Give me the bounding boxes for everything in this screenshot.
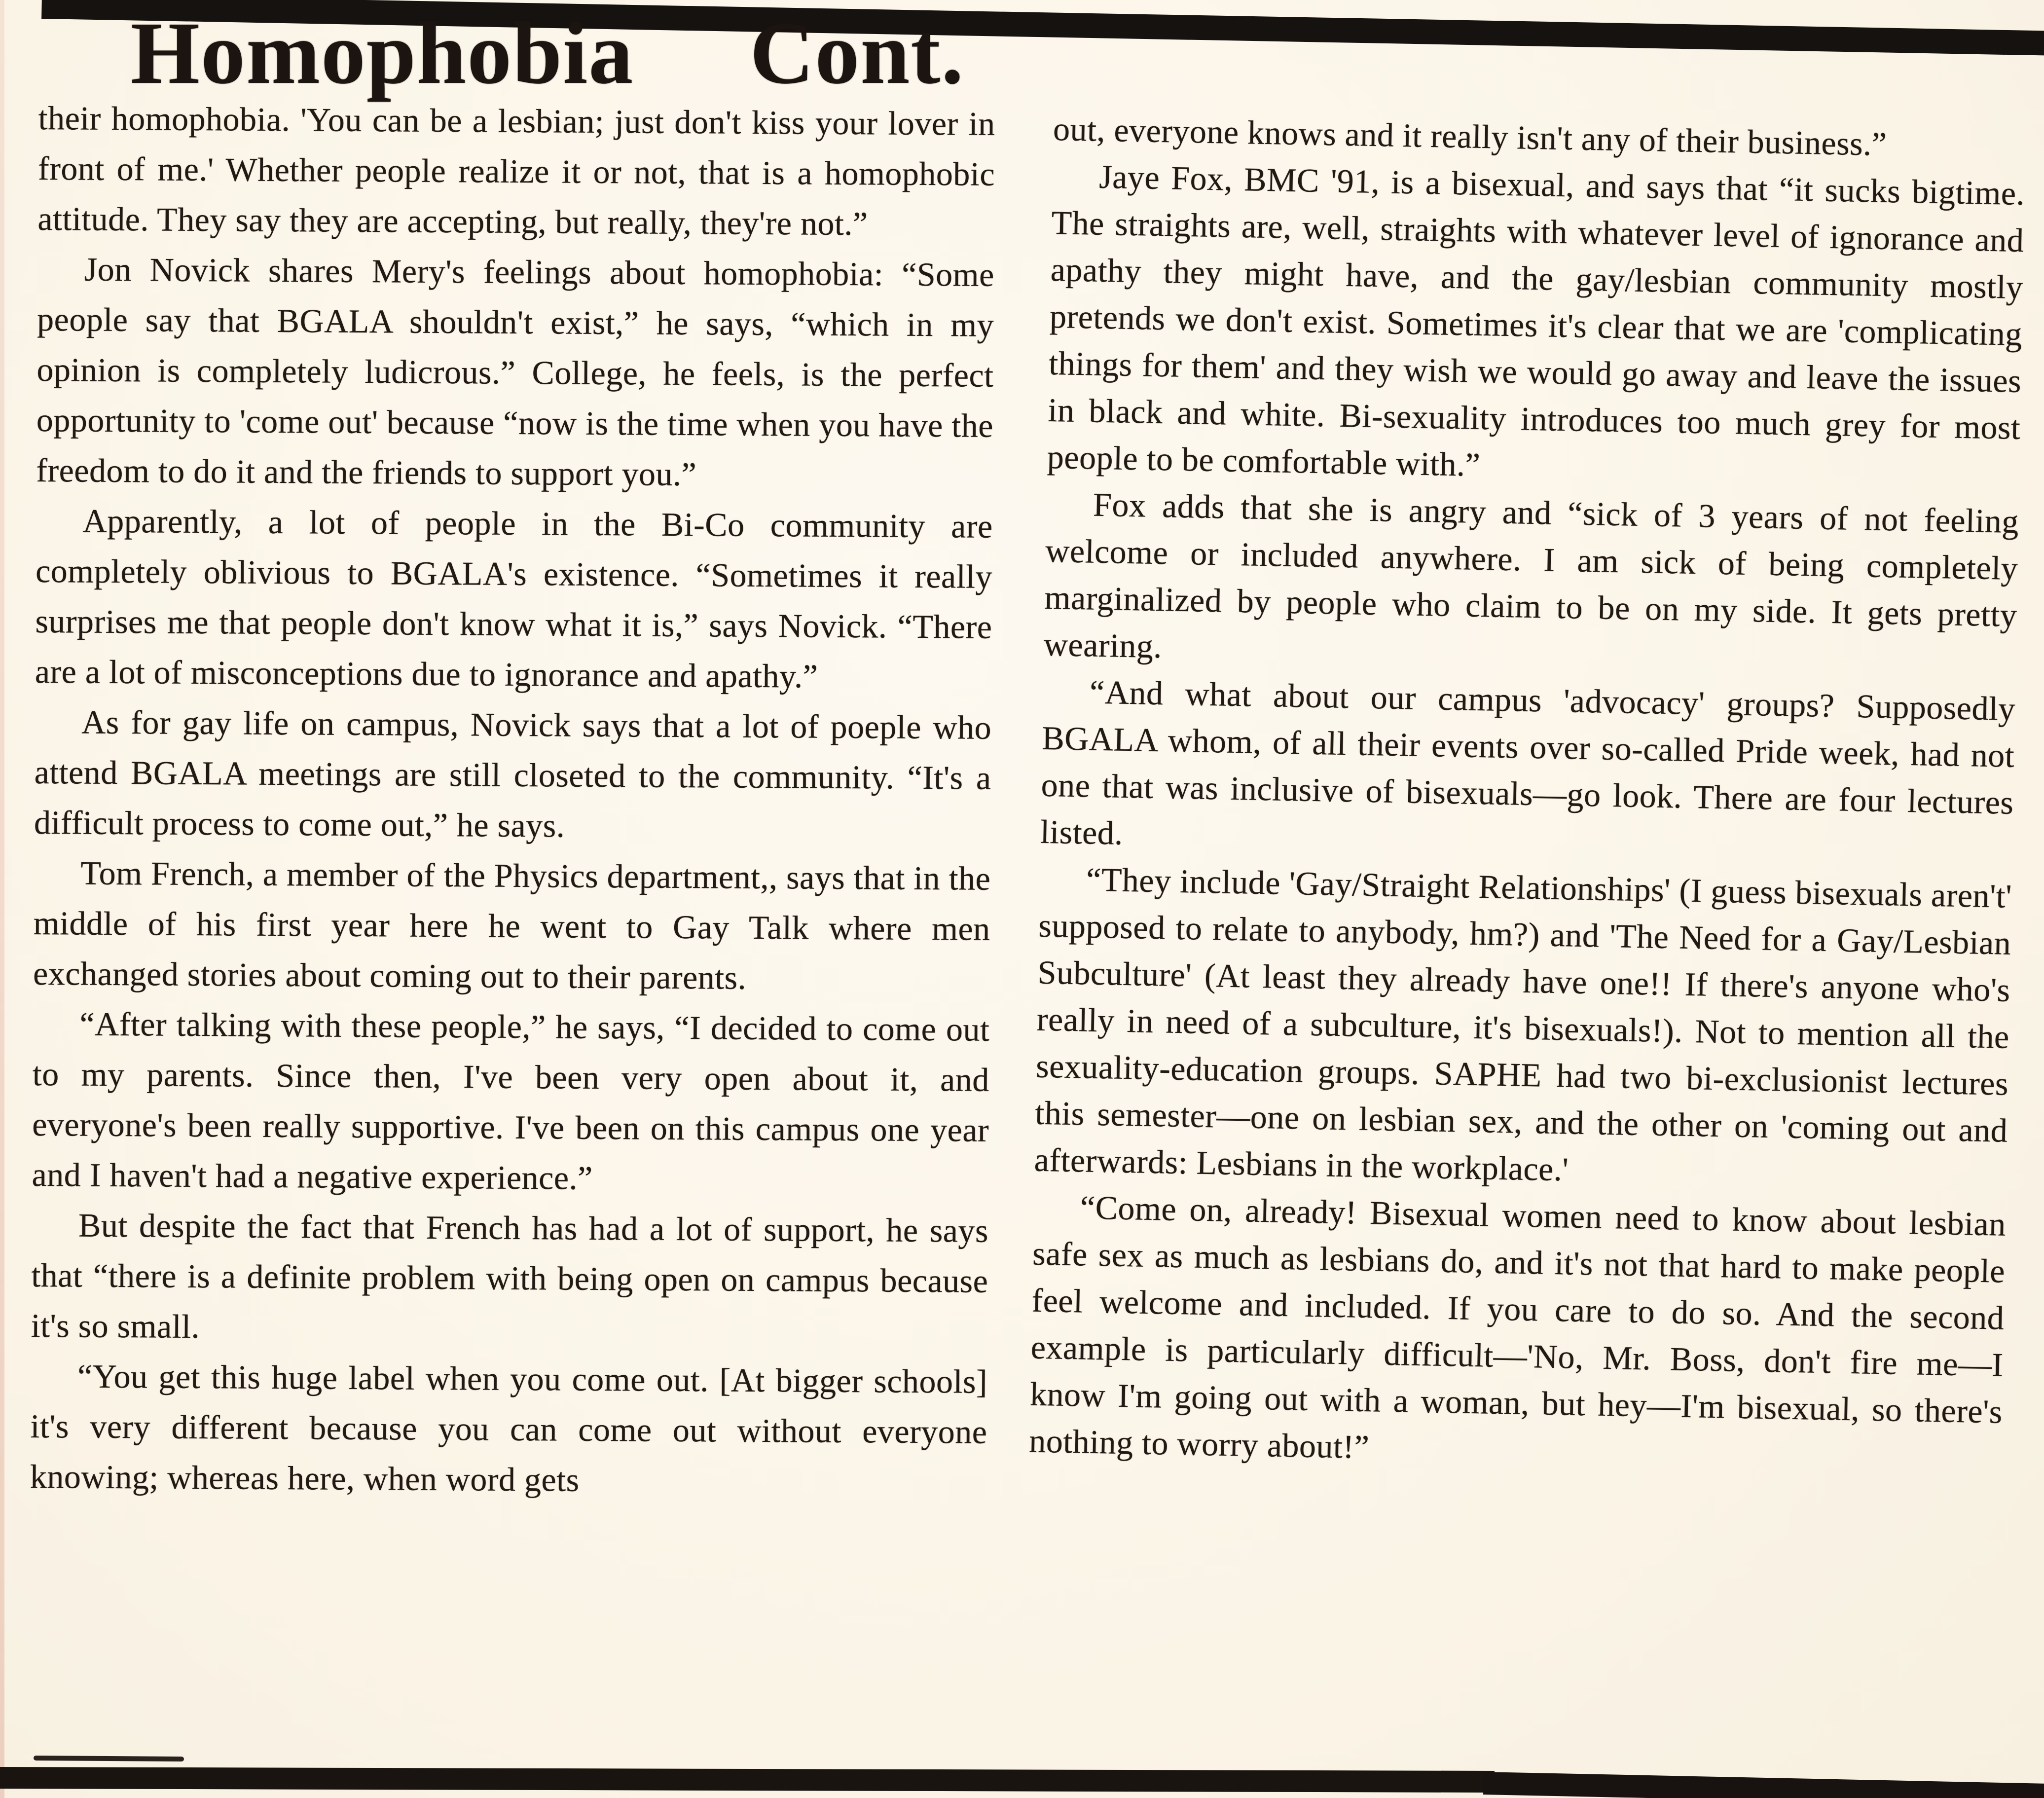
paragraph: their homophobia. 'You can be a lesbian; just don't kiss your lover in front of me.' Whether people realize it or not, that is a homophobic attitude. They say they are accepting, but really, they're not.” [37,99,995,243]
paragraph: “After talking with these people,” he says, “I decided to come out to my parents. Since then, I've been very open about it, and everyone's been really supportive. I've been on this campus one year and I haven't had a negative experience.” [32,1005,990,1197]
footer-small-rule [34,1756,184,1761]
right-column [1029,106,2026,1482]
paragraph: Apparently, a lot of people in the Bi-Co community are completely oblivious to BGALA's existence. “Sometimes it really surprises me that people don't know what it is,” says Novick. “There are a lot of misconceptions due to ignorance and apathy.” [35,502,993,695]
bottom-scan-bar-right [1483,1772,2044,1798]
paragraph: “They include 'Gay/Straight Relationships' (I guess bisexuals aren't' supposed to relate to anybody, hm?) and 'The Need for a Gay/Lesbian Subculture' (At least they already have one!! If there's anyone who's really in need of a subculture, it's bisexuals!). Not to mention all the sexuality-education groups. SAPHE had two bi-exclusionist lectures this semester—one on lesbian sex, and the other on 'coming out and afterwards: Lesbians in the workplace.' [1034,860,2012,1188]
bottom-scan-bar-left [0,1767,1495,1793]
paragraph: Fox adds that she is angry and “sick of 3 years of not feeling welcome or included anywhere. I am sick of being completely marginalized by people who claim to be on my side. It gets pretty wearing. [1043,485,2019,665]
paragraph: “You get this huge label when you come out. [At bigger schools] it's very different because you can come out without everyone knowing; whereas here, when word gets [30,1357,988,1499]
paragraph: Tom French, a member of the Physics department,, says that in the middle of his first year here he went to Gay Talk where men exchanged stories about coming out to their parents. [33,854,991,996]
scan-edge-artifact [0,0,4,1798]
article-title-word: Homophobia [131,4,634,102]
paragraph: Jon Novick shares Mery's feelings about homophobia: “Some people say that BGALA shouldn't exist,” he says, “which in my opinion is completely ludicrous.” College, he feels, is the perfect opportunity to 'come out' because “now is the time when you have the freedom to do it and the friends to support you.” [36,250,995,493]
paragraph: “And what about our campus 'advocacy' groups? Supposedly BGALA whom, of all their events over so-called Pride week, had not one that was inclusive of bisexuals—go look. There are four lectures listed. [1040,673,2016,852]
article-title [131,2,964,104]
paragraph: But despite the fact that French has had a lot of support, he says that “there is a definite problem with being open on campus because it's so small. [31,1206,989,1346]
left-column [30,93,995,1507]
article-title-cont: Cont. [750,4,965,102]
paragraph: “Come on, already! Bisexual women need to know about lesbian safe sex as much as lesbians do, and it's not that hard to make people feel welcome and included. If you care to do so. And the second example is particularly difficult—'No, Mr. Boss, don't fire me—I know I'm going out with a woman, but hey—I'm bisexual, so there's nothing to worry about!” [1028,1188,2007,1466]
paragraph: Jaye Fox, BMC '91, is a bisexual, and says that “it sucks bigtime. The straights are, well, straights with whatever level of ignorance and apathy they might have, and the gay/lesbian community mostly pretends we don't exist. Sometimes it's clear that we are 'complicating things for them' and they wish we would go away and leave the issues in black and white. Bi-sexuality introduces too much grey for most people to be comfortable with.” [1047,157,2025,483]
paragraph: As for gay life on campus, Novick says that a lot of poeple who attend BGALA meetings are still closeted to the community. “It's a difficult process to come out,” he says. [34,703,992,844]
paragraph: out, everyone knows and it really isn't any of their business.” [1053,110,1888,163]
